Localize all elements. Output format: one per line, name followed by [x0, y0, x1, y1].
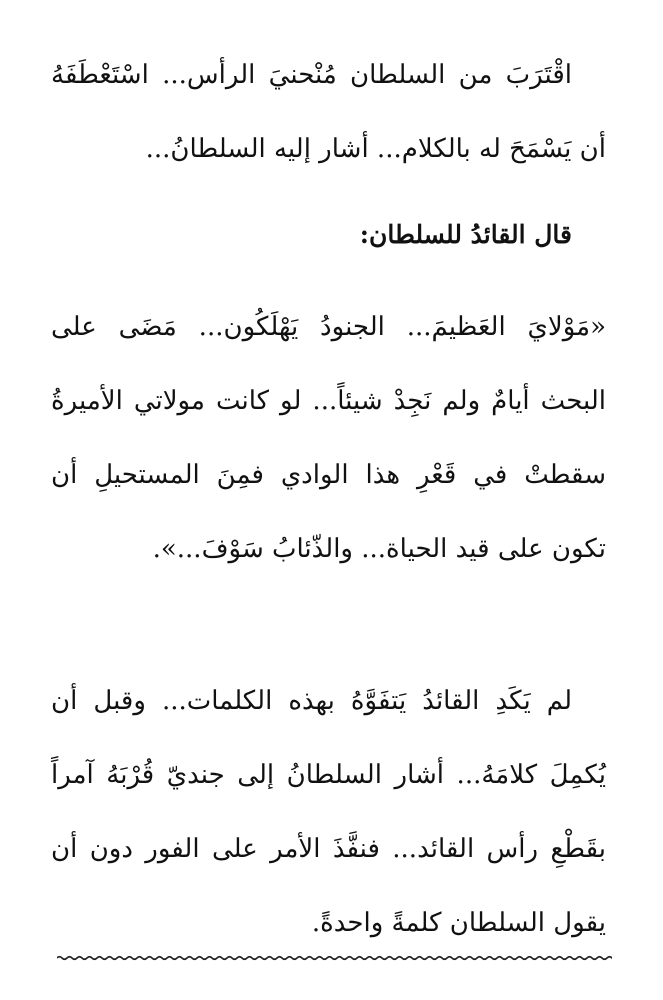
paragraph-approach: اقْتَرَبَ من السلطان مُنْحنيَ الرأس... اسْتَعْطَفَهُ أن يَسْمَحَ له بالكلام... أشار إليه السلطانُ... [51, 60, 606, 164]
paragraph-commander-quote: «مَوْلايَ العَظيمَ... الجنودُ يَهْلَكُون... مَضَى على البحث أيامٌ ولم نَجِدْ شيئاً... لو كانت مولاتي الأميرةُ سقطتْ في قَعْرِ هذا الوادي فمِنَ المستحيلِ أن تكون على قيد الحياة... والذّئابُ سَوْفَ...». [51, 312, 606, 564]
paragraph-commander-speaks: قال القائدُ للسلطان: [359, 220, 572, 249]
paragraph-execution: لم يَكَدِ القائدُ يَتفَوَّهُ بهذه الكلمات... وقبل أن يُكمِلَ كلامَهُ... أشار السلطانُ إلى جنديّ قُرْبَهُ آمراً بقَطْعِ رأس القائد... فنفَّذَ الأمر على الفور دون أن يقول السلطان كلمةً واحدةً. [51, 686, 606, 938]
wavy-divider [57, 952, 612, 964]
